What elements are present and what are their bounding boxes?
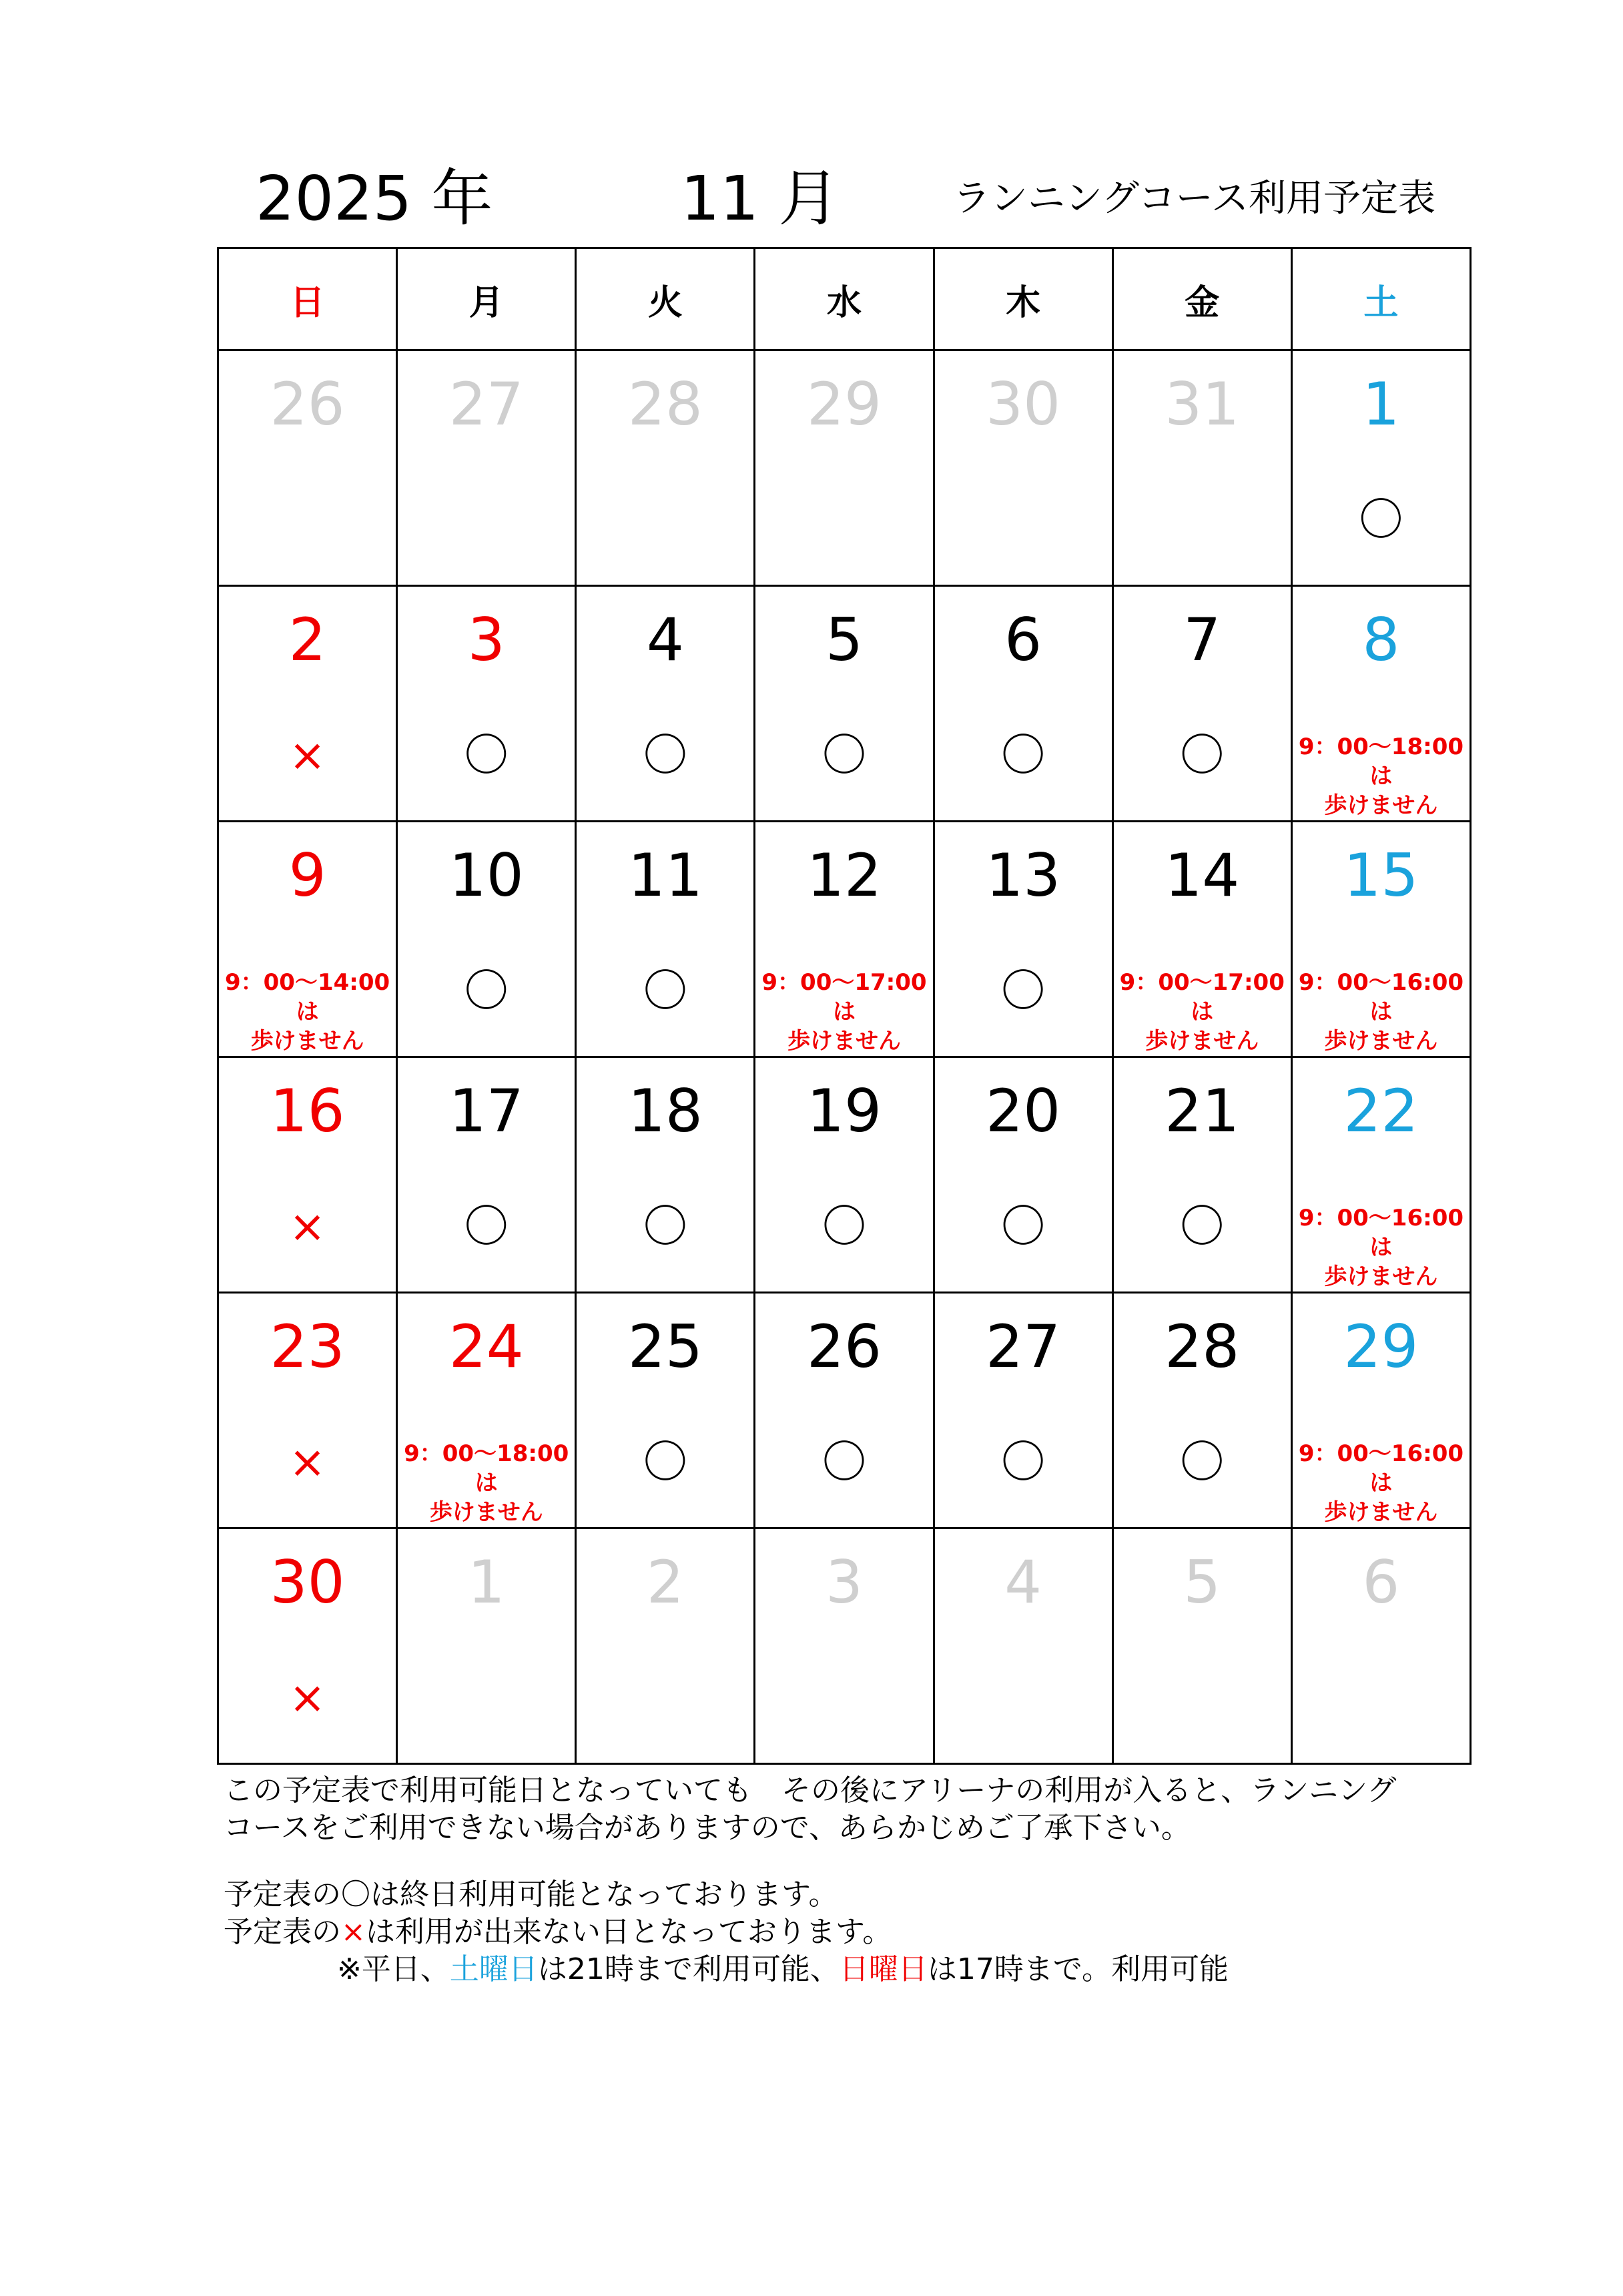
legend-cross-prefix: 予定表の [224, 1915, 341, 1949]
day-cell [1291, 822, 1470, 1057]
day-cell [755, 822, 934, 1057]
day-number: 5 [1183, 1548, 1221, 1617]
available-mark-icon: 〇 [1001, 730, 1046, 781]
available-mark-icon: 〇 [1180, 730, 1225, 781]
day-cell-content [755, 587, 932, 820]
day-cell [1291, 1057, 1470, 1293]
unavailable-mark-icon: × [288, 730, 326, 781]
available-mark-icon: 〇 [1180, 1436, 1225, 1488]
day-cell [397, 350, 576, 586]
calendar-header [0, 0, 1623, 247]
day-cell-content [577, 1294, 753, 1527]
day-cell-content [935, 351, 1112, 585]
day-cell [755, 586, 934, 822]
day-cell [1112, 1528, 1291, 1764]
day-cell-content [1114, 1058, 1291, 1292]
day-number: 14 [1165, 841, 1240, 910]
day-cell-content [755, 822, 932, 1056]
day-cell [218, 1057, 397, 1293]
day-number: 17 [448, 1077, 524, 1145]
hours-prefix: ※平日、 [337, 1952, 450, 1986]
available-mark-icon: 〇 [643, 1436, 687, 1488]
available-mark-icon: 〇 [1359, 494, 1403, 545]
day-cell [218, 1528, 397, 1764]
day-number: 16 [270, 1077, 345, 1145]
day-number: 6 [1004, 605, 1042, 674]
day-cell [1112, 822, 1291, 1057]
day-cell-content [219, 351, 396, 585]
available-mark-icon: 〇 [822, 1436, 866, 1488]
day-cell [934, 822, 1112, 1057]
day-number: 11 [627, 841, 703, 910]
day-cell-content [1114, 587, 1291, 820]
day-number: 3 [825, 1548, 863, 1617]
day-cell [1291, 350, 1470, 586]
day-number: 15 [1343, 841, 1419, 910]
hours-mid: は21時まで利用可能、 [537, 1952, 840, 1986]
day-cell-content [935, 587, 1112, 820]
disclaimer-line-2: コースをご利用できない場合がありますので、あらかじめご了承下さい。 [224, 1811, 1191, 1845]
available-mark-icon: 〇 [643, 730, 687, 781]
day-cell [397, 1528, 576, 1764]
hours-sunday: 日曜日 [839, 1952, 928, 1986]
day-cell [397, 1293, 576, 1528]
day-cell [576, 1057, 755, 1293]
day-number: 29 [1343, 1312, 1419, 1381]
day-cell-content [577, 587, 753, 820]
day-number: 6 [1362, 1548, 1400, 1617]
day-number: 19 [807, 1077, 882, 1145]
day-cell [934, 350, 1112, 586]
weekday-friday: 金 [1112, 248, 1291, 350]
day-cell-content [219, 587, 396, 820]
day-number: 22 [1343, 1077, 1419, 1145]
day-cell [576, 1528, 755, 1764]
day-cell-content [577, 351, 753, 585]
day-number: 4 [646, 605, 684, 674]
day-cell [218, 350, 397, 586]
week-row [218, 1528, 1471, 1764]
day-number: 3 [467, 605, 505, 674]
day-cell [218, 822, 397, 1057]
day-number: 20 [986, 1077, 1061, 1145]
unavailable-mark-icon: × [288, 1672, 326, 1723]
hours-line [224, 1951, 1492, 1988]
day-number: 28 [627, 370, 703, 439]
day-cell-content [398, 1058, 575, 1292]
day-cell-content [219, 1294, 396, 1527]
footer-notes [224, 1772, 1492, 1988]
day-cell-content [755, 1058, 932, 1292]
day-cell-content [755, 1294, 932, 1527]
day-cell [576, 822, 755, 1057]
day-cell [934, 1528, 1112, 1764]
day-cell-content [1293, 822, 1470, 1056]
day-number: 27 [448, 370, 524, 439]
weekday-wednesday: 水 [755, 248, 934, 350]
day-cell [576, 350, 755, 586]
day-cell-content [935, 1294, 1112, 1527]
day-cell-content [1293, 351, 1470, 585]
available-mark-icon: 〇 [1001, 1201, 1046, 1252]
day-cell [576, 1293, 755, 1528]
day-cell [1112, 350, 1291, 586]
available-mark-icon: 〇 [643, 965, 687, 1017]
day-number: 4 [1004, 1548, 1042, 1617]
available-mark-icon: 〇 [822, 1201, 866, 1252]
day-number: 10 [448, 841, 524, 910]
day-number: 21 [1165, 1077, 1240, 1145]
day-number: 30 [986, 370, 1061, 439]
restriction-note: 9：00～16:00は 歩けません [1298, 1440, 1464, 1526]
restriction-note: 9：00～16:00は 歩けません [1298, 1205, 1464, 1290]
legend-cross-suffix: は利用が出来ない日となっております。 [365, 1915, 892, 1949]
year-label: 2025 年 [256, 163, 493, 234]
week-row [218, 1293, 1471, 1528]
day-cell [576, 586, 755, 822]
day-cell [755, 1528, 934, 1764]
day-cell [1291, 586, 1470, 822]
available-mark-icon: 〇 [464, 1201, 509, 1252]
legend-cross-line [224, 1914, 1492, 1951]
day-number: 25 [627, 1312, 703, 1381]
day-cell [1291, 1528, 1470, 1764]
day-cell-content [219, 1058, 396, 1292]
restriction-note: 9：00～18:00は 歩けません [1298, 734, 1464, 819]
day-number: 27 [986, 1312, 1061, 1381]
disclaimer-paragraph [224, 1772, 1492, 1847]
day-cell-content [219, 1529, 396, 1763]
day-cell [397, 1057, 576, 1293]
day-cell-content [1114, 1529, 1291, 1763]
day-number: 1 [1362, 370, 1400, 439]
day-cell-content [398, 351, 575, 585]
day-cell-content [1114, 822, 1291, 1056]
day-number: 8 [1362, 605, 1400, 674]
day-cell [1291, 1293, 1470, 1528]
hours-suffix: は17時まで。利用可能 [927, 1952, 1229, 1986]
disclaimer-line-1: この予定表で利用可能日となっていても その後にアリーナの利用が入ると、ランニング [224, 1773, 1397, 1807]
day-cell [1112, 1057, 1291, 1293]
day-number: 9 [288, 841, 326, 910]
day-cell-content [398, 822, 575, 1056]
available-mark-icon: 〇 [464, 965, 509, 1017]
day-cell [934, 1293, 1112, 1528]
unavailable-mark-icon: × [288, 1201, 326, 1252]
day-cell-content [1114, 351, 1291, 585]
day-cell-content [935, 822, 1112, 1056]
weekday-saturday: 土 [1291, 248, 1470, 350]
available-mark-icon: 〇 [464, 730, 509, 781]
day-cell-content [755, 351, 932, 585]
day-cell [755, 1057, 934, 1293]
day-cell [755, 1293, 934, 1528]
day-cell-content [1293, 1294, 1470, 1527]
day-cell [218, 586, 397, 822]
available-mark-icon: 〇 [1001, 965, 1046, 1017]
week-row [218, 350, 1471, 586]
day-cell [934, 1057, 1112, 1293]
day-cell-content [398, 1294, 575, 1527]
day-cell-content [755, 1529, 932, 1763]
day-number: 31 [1165, 370, 1240, 439]
day-cell [755, 350, 934, 586]
day-number: 13 [986, 841, 1061, 910]
day-cell-content [219, 822, 396, 1056]
available-mark-icon: 〇 [1180, 1201, 1225, 1252]
day-number: 26 [807, 1312, 882, 1381]
available-mark-icon: 〇 [1001, 1436, 1046, 1488]
legend-circle-line: 予定表の〇は終日利用可能となっております。 [224, 1878, 838, 1912]
day-number: 2 [288, 605, 326, 674]
week-row [218, 1057, 1471, 1293]
day-number: 1 [467, 1548, 505, 1617]
day-number: 24 [448, 1312, 524, 1381]
day-number: 23 [270, 1312, 345, 1381]
cross-mark-icon: × [341, 1915, 366, 1949]
day-cell-content [398, 1529, 575, 1763]
day-cell-content [1293, 1529, 1470, 1763]
weekday-sunday: 日 [218, 248, 397, 350]
calendar-body [218, 350, 1471, 1764]
day-cell [934, 586, 1112, 822]
day-cell-content [577, 1529, 753, 1763]
day-cell [1112, 586, 1291, 822]
day-number: 28 [1165, 1312, 1240, 1381]
day-number: 29 [807, 370, 882, 439]
day-number: 5 [825, 605, 863, 674]
month-label: 11 月 [681, 163, 840, 234]
calendar-grid [217, 247, 1472, 1765]
weekday-thursday: 木 [934, 248, 1112, 350]
day-cell-content [577, 822, 753, 1056]
available-mark-icon: 〇 [643, 1201, 687, 1252]
hours-saturday: 土曜日 [449, 1952, 538, 1986]
day-cell [1112, 1293, 1291, 1528]
day-number: 7 [1183, 605, 1221, 674]
restriction-note: 9：00～16:00は 歩けません [1298, 969, 1464, 1055]
day-cell-content [398, 587, 575, 820]
day-number: 18 [627, 1077, 703, 1145]
restriction-note: 9：00～17:00は 歩けません [761, 969, 927, 1055]
day-cell-content [935, 1529, 1112, 1763]
day-number: 26 [270, 370, 345, 439]
day-number: 12 [807, 841, 882, 910]
weekday-monday: 月 [397, 248, 576, 350]
restriction-note: 9：00～14:00は 歩けません [224, 969, 390, 1055]
day-cell-content [1293, 587, 1470, 820]
restriction-note: 9：00～17:00は 歩けません [1119, 969, 1285, 1055]
day-cell-content [1293, 1058, 1470, 1292]
day-cell [397, 822, 576, 1057]
day-cell-content [935, 1058, 1112, 1292]
day-number: 2 [646, 1548, 684, 1617]
day-number: 30 [270, 1548, 345, 1617]
week-row [218, 586, 1471, 822]
day-cell [397, 586, 576, 822]
week-row [218, 822, 1471, 1057]
document-title: ランニングコース利用予定表 [953, 177, 1435, 220]
day-cell-content [1114, 1294, 1291, 1527]
weekday-tuesday: 火 [576, 248, 755, 350]
unavailable-mark-icon: × [288, 1436, 326, 1488]
day-cell [218, 1293, 397, 1528]
day-cell-content [577, 1058, 753, 1292]
restriction-note: 9：00～18:00は 歩けません [404, 1440, 569, 1526]
available-mark-icon: 〇 [822, 730, 866, 781]
weekday-header-row [218, 248, 1471, 350]
